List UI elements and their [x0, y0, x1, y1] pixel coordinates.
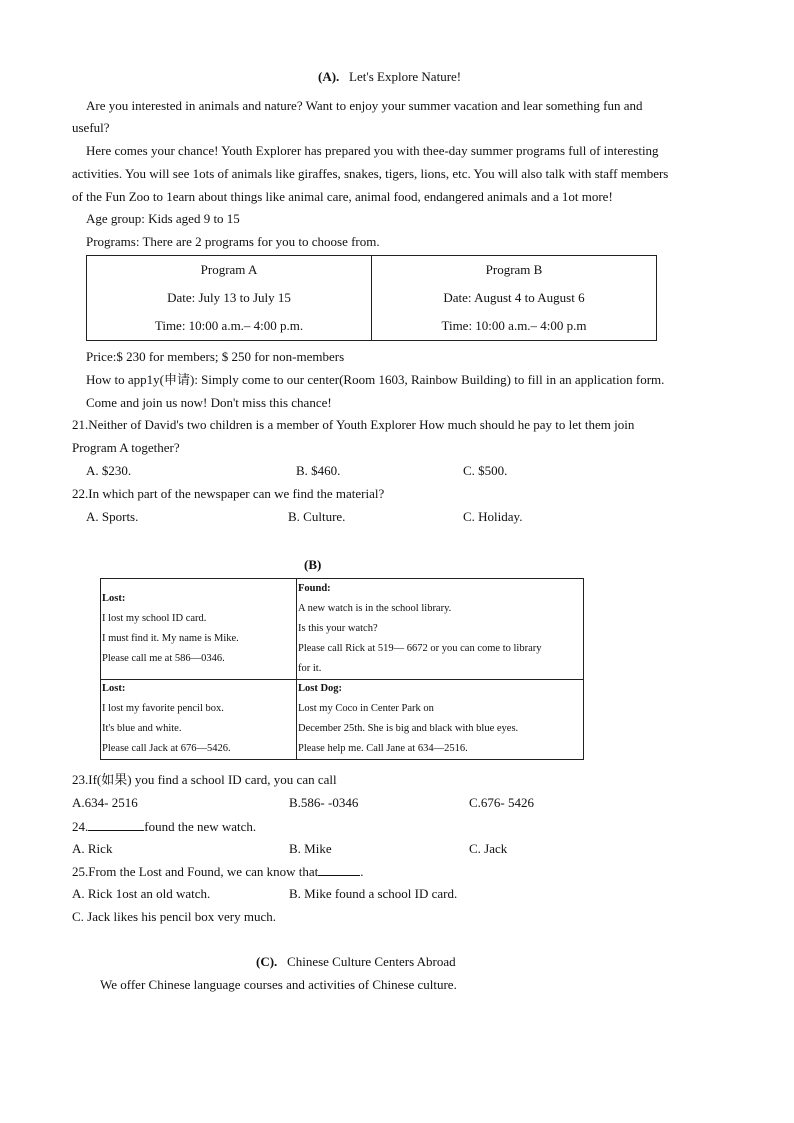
question-21-cont: Program A together?	[72, 440, 180, 455]
programs-table	[86, 255, 657, 341]
section-a-paragraph-1-cont: useful?	[72, 120, 110, 135]
answer-blank	[318, 863, 360, 876]
section-c-label: (C).	[256, 954, 278, 969]
program-b-time: Time: 10:00 a.m.– 4:00 p.m	[441, 318, 587, 333]
programs-intro: Programs: There are 2 programs for you to choose from.	[86, 234, 380, 249]
program-a-column	[87, 256, 371, 340]
section-a-label: (A).	[318, 69, 340, 84]
notice-line: I lost my school ID card.	[102, 613, 207, 624]
lost-and-found-board	[100, 578, 584, 760]
q25-option-c: C. Jack likes his pencil box very much.	[72, 909, 276, 924]
section-a-paragraph-2-cont: activities. You will see 1ots of animals like giraffes, snakes, tigers, lions, etc. You will also talk with staff members	[72, 166, 669, 181]
question-25	[72, 863, 364, 880]
section-c-title: Chinese Culture Centers Abroad	[287, 954, 456, 969]
notice-line: I must find it. My name is Mike.	[102, 633, 239, 644]
section-c-heading	[256, 954, 456, 970]
q23-option-a: A.634- 2516	[72, 795, 138, 810]
notice-line: for it.	[298, 663, 322, 674]
notice-title: Lost:	[102, 593, 126, 604]
q21-option-b: B. $460.	[296, 463, 341, 478]
q22-option-a: A. Sports.	[86, 509, 139, 524]
section-c-intro: We offer Chinese language courses and activities of Chinese culture.	[100, 977, 457, 992]
notice-line: Please help me. Call Jane at 634—2516.	[298, 743, 468, 754]
program-a-name: Program A	[200, 262, 258, 277]
question-24	[72, 818, 256, 835]
notice-title: Found:	[298, 583, 331, 594]
question-23: 23.If(如果) you find a school ID card, you can call	[72, 772, 337, 787]
notice-line: Is this your watch?	[298, 623, 378, 634]
q24-prefix: 24.	[72, 819, 89, 834]
q24-option-a: A. Rick	[72, 841, 113, 856]
q25-text: 25.From the Lost and Found, we can know that	[72, 864, 319, 879]
notice-line: A new watch is in the school library.	[298, 603, 452, 614]
notice-line: Lost my Coco in Center Park on	[298, 703, 434, 714]
how-to-apply: How to app1y(申请): Simply come to our center(Room 1603, Rainbow Building) to fill in an application form.	[86, 372, 665, 387]
notice-line: Please call Rick at 519— 6672 or you can come to library	[298, 643, 542, 654]
section-a-paragraph-2: Here comes your chance! Youth Explorer has prepared you with thee-day summer programs full of interesting	[86, 143, 659, 158]
q24-option-c: C. Jack	[469, 841, 508, 856]
q25-option-a: A. Rick 1ost an old watch.	[72, 886, 211, 901]
program-a-date: Date: July 13 to July 15	[167, 290, 291, 305]
section-b-heading	[304, 557, 321, 573]
section-a-heading	[318, 69, 461, 85]
question-21: 21.Neither of David's two children is a member of Youth Explorer How much should he pay to let them join	[72, 417, 635, 432]
answer-blank	[88, 818, 144, 831]
q22-option-c: C. Holiday.	[463, 509, 523, 524]
section-a-paragraph-1: Are you interested in animals and nature? Want to enjoy your summer vacation and lear something fun and	[86, 98, 643, 113]
board-divider-horizontal	[101, 679, 583, 680]
program-b-name: Program B	[485, 262, 543, 277]
notice-line: I lost my favorite pencil box.	[102, 703, 224, 714]
notice-line: Please call Jack at 676—5426.	[102, 743, 231, 754]
q24-option-b: B. Mike	[289, 841, 332, 856]
program-b-date: Date: August 4 to August 6	[443, 290, 585, 305]
q25-end: .	[360, 864, 364, 879]
q23-option-c: C.676- 5426	[469, 795, 534, 810]
age-group: Age group: Kids aged 9 to 15	[86, 211, 240, 226]
question-22: 22.In which part of the newspaper can we find the material?	[72, 486, 385, 501]
notice-title: Lost:	[102, 683, 126, 694]
q22-option-b: B. Culture.	[288, 509, 346, 524]
section-a-paragraph-2-end: of the Fun Zoo to 1earn about things like animal care, animal food, endangered animals and a 1ot more!	[72, 189, 613, 204]
notice-line: Please call me at 586—0346.	[102, 653, 225, 664]
notice-title: Lost Dog:	[298, 683, 343, 694]
q24-suffix: found the new watch.	[144, 819, 257, 834]
notice-line: It's blue and white.	[102, 723, 182, 734]
notice-line: December 25th. She is big and black with blue eyes.	[298, 723, 519, 734]
q21-option-c: C. $500.	[463, 463, 508, 478]
section-b-label: (B)	[304, 557, 322, 572]
price: Price:$ 230 for members; $ 250 for non-members	[86, 349, 345, 364]
closing-line: Come and join us now! Don't miss this chance!	[86, 395, 332, 410]
q21-option-a: A. $230.	[86, 463, 132, 478]
board-divider-vertical	[296, 579, 297, 759]
program-b-column	[371, 256, 656, 340]
q25-option-b: B. Mike found a school ID card.	[289, 886, 458, 901]
program-a-time: Time: 10:00 a.m.– 4:00 p.m.	[154, 318, 304, 333]
q23-option-b: B.586- -0346	[289, 795, 359, 810]
section-a-title: Let's Explore Nature!	[349, 69, 462, 84]
